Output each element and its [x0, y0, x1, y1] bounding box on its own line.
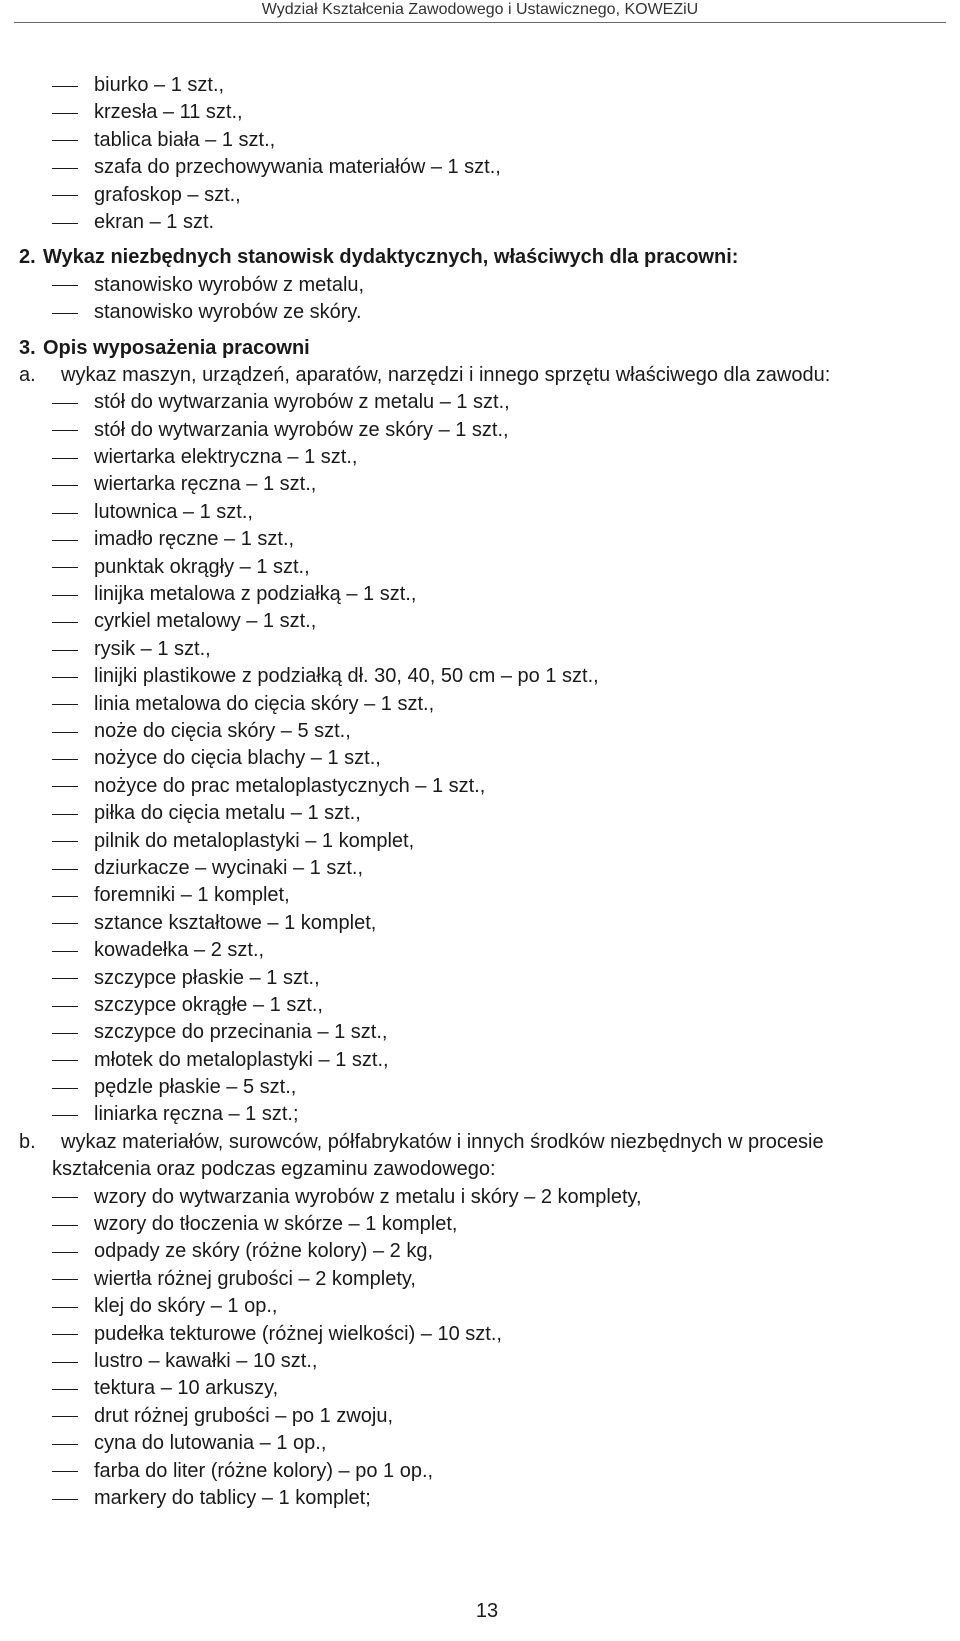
list-item [0, 663, 960, 690]
dash-bullet [52, 1197, 78, 1198]
dash-bullet [52, 458, 78, 459]
list-item [0, 910, 960, 937]
list-item [0, 937, 960, 964]
list-item [0, 773, 960, 800]
list-item-text: odpady ze skóry (różne kolory) – 2 kg, [94, 1240, 434, 1263]
spacer [0, 327, 960, 335]
list-item [0, 499, 960, 526]
list-item [0, 800, 960, 827]
list-item-text: wzory do wytwarzania wyrobów z metalu i skóry – 2 komplety, [94, 1185, 642, 1208]
part-text: wykaz materiałów, surowców, półfabrykatów i innych środków niezbędnych w procesie [61, 1130, 824, 1153]
list-item-text: linijki plastikowe z podziałką dł. 30, 40, 50 cm – po 1 szt., [94, 665, 599, 688]
dash-bullet [52, 814, 78, 815]
header-title: Wydział Kształcenia Zawodowego i Ustawicznego, KOWEZiU [261, 1, 699, 18]
list-item-text: noże do cięcia skóry – 5 szt., [94, 719, 351, 742]
dash-bullet [52, 732, 78, 733]
dash-bullet [52, 978, 78, 979]
dash-bullet [52, 113, 78, 114]
list-item-text: pudełka tekturowe (różnej wielkości) – 10 szt., [94, 1322, 502, 1345]
dash-bullet [52, 1060, 78, 1061]
list-item-text: grafoskop – szt., [94, 183, 241, 206]
dash-bullet [52, 1307, 78, 1308]
dash-bullet [52, 567, 78, 568]
dash-bullet [52, 869, 78, 870]
dash-bullet [52, 1389, 78, 1390]
list-item-text: piłka do cięcia metalu – 1 szt., [94, 802, 361, 825]
list-item-text: wzory do tłoczenia w skórze – 1 komplet, [94, 1213, 458, 1236]
dash-bullet [52, 1279, 78, 1280]
list-item-text: szafa do przechowywania materiałów – 1 szt., [94, 156, 501, 179]
list-item [0, 389, 960, 416]
dash-bullet [52, 841, 78, 842]
page-number-text: 13 [475, 1600, 499, 1622]
list-item [0, 882, 960, 909]
list-item [0, 828, 960, 855]
part-b-intro [0, 1129, 960, 1156]
list-item-text: pędzle płaskie – 5 szt., [94, 1076, 297, 1099]
list-item-text: markery do tablicy – 1 komplet; [94, 1486, 371, 1509]
dash-bullet [52, 1252, 78, 1253]
list-item [0, 1403, 960, 1430]
dash-bullet [52, 1471, 78, 1472]
dash-bullet [52, 403, 78, 404]
list-item [0, 1485, 960, 1512]
list-item-text: młotek do metaloplastyki – 1 szt., [94, 1048, 389, 1071]
dash-bullet [52, 650, 78, 651]
list-item-text: farba do liter (różne kolory) – po 1 op., [94, 1459, 434, 1482]
section-2-heading [0, 244, 960, 271]
dash-bullet [52, 513, 78, 514]
list-item-text: wiertarka elektryczna – 1 szt., [94, 446, 358, 469]
list-item [0, 1101, 960, 1128]
section-number: 2. [19, 246, 36, 269]
list-item-text: cyna do lutowania – 1 op., [94, 1432, 327, 1455]
list-item-text: kowadełka – 2 szt., [94, 939, 265, 962]
part-marker: b. [19, 1130, 36, 1153]
list-item [0, 526, 960, 553]
list-item-text: cyrkiel metalowy – 1 szt., [94, 610, 317, 633]
dash-bullet [52, 313, 78, 314]
list-item [0, 691, 960, 718]
list-item [0, 608, 960, 635]
dash-bullet [52, 485, 78, 486]
list-item-text: stanowisko wyrobów ze skóry. [94, 301, 362, 324]
list-item-text: dziurkacze – wycinaki – 1 szt., [94, 856, 363, 879]
list-item-text: lustro – kawałki – 10 szt., [94, 1349, 318, 1372]
list-item-text: liniarka ręczna – 1 szt.; [94, 1103, 299, 1126]
dash-bullet [52, 1416, 78, 1417]
list-item [0, 965, 960, 992]
part-b-intro-continued [0, 1156, 960, 1183]
list-item-text: linijka metalowa z podziałką – 1 szt., [94, 583, 417, 606]
dash-bullet [52, 1115, 78, 1116]
dash-bullet [52, 595, 78, 596]
materials-list [0, 1184, 960, 1513]
list-item-text: klej do skóry – 1 op., [94, 1295, 278, 1318]
dash-bullet [52, 1006, 78, 1007]
section-number: 3. [19, 336, 36, 359]
list-item [0, 636, 960, 663]
list-item [0, 1321, 960, 1348]
list-item [0, 1047, 960, 1074]
list-item [0, 581, 960, 608]
list-item-text: foremniki – 1 komplet, [94, 884, 290, 907]
list-item [0, 554, 960, 581]
list-item-text: wiertła różnej grubości – 2 komplety, [94, 1267, 416, 1290]
list-item [0, 1184, 960, 1211]
list-item [0, 1211, 960, 1238]
list-item-text: szczypce do przecinania – 1 szt., [94, 1021, 388, 1044]
section-title: Wykaz niezbędnych stanowisk dydaktycznych, właściwych dla pracowni: [43, 246, 739, 269]
list-item-text: stół do wytwarzania wyrobów z metalu – 1 szt., [94, 391, 510, 414]
list-item-text: nożyce do cięcia blachy – 1 szt., [94, 747, 381, 770]
dash-bullet [52, 430, 78, 431]
list-item [0, 99, 960, 126]
page-header [0, 0, 960, 30]
dash-bullet [52, 223, 78, 224]
list-item [0, 1375, 960, 1402]
list-item [0, 272, 960, 299]
list-item-text: rysik – 1 szt., [94, 637, 211, 660]
dash-bullet [52, 195, 78, 196]
list-item-text: stanowisko wyrobów z metalu, [94, 273, 365, 296]
section-3-heading [0, 335, 960, 362]
list-item [0, 1458, 960, 1485]
list-item [0, 127, 960, 154]
list-item [0, 72, 960, 99]
list-item-text: stół do wytwarzania wyrobów ze skóry – 1 szt., [94, 418, 509, 441]
list-item-text: linia metalowa do cięcia skóry – 1 szt., [94, 692, 435, 715]
part-a-intro [0, 362, 960, 389]
dash-bullet [52, 704, 78, 705]
dash-bullet [52, 677, 78, 678]
stations-list [0, 272, 960, 327]
dash-bullet [52, 1499, 78, 1500]
list-item [0, 444, 960, 471]
list-item-text: drut różnej grubości – po 1 zwoju, [94, 1404, 394, 1427]
list-item-text: szczypce okrągłe – 1 szt., [94, 993, 323, 1016]
list-item [0, 471, 960, 498]
dash-bullet [52, 1225, 78, 1226]
dash-bullet [52, 1334, 78, 1335]
list-item [0, 745, 960, 772]
dash-bullet [52, 1033, 78, 1034]
dash-bullet [52, 1444, 78, 1445]
list-item [0, 299, 960, 326]
dash-bullet [52, 896, 78, 897]
list-item-text: krzesła – 11 szt., [94, 101, 243, 124]
dash-bullet [52, 1088, 78, 1089]
dash-bullet [52, 1362, 78, 1363]
list-item-text: szczypce płaskie – 1 szt., [94, 966, 320, 989]
dash-bullet [52, 285, 78, 286]
dash-bullet [52, 923, 78, 924]
header-rule [14, 22, 946, 23]
dash-bullet [52, 140, 78, 141]
list-item [0, 182, 960, 209]
section-title: Opis wyposażenia pracowni [43, 336, 310, 359]
list-item-text: imadło ręczne – 1 szt., [94, 528, 295, 551]
list-item [0, 1293, 960, 1320]
list-item [0, 1430, 960, 1457]
list-item [0, 1266, 960, 1293]
dash-bullet [52, 540, 78, 541]
equipment-list-top [0, 72, 960, 236]
list-item [0, 855, 960, 882]
list-item [0, 1074, 960, 1101]
list-item-text: nożyce do prac metaloplastycznych – 1 szt., [94, 774, 486, 797]
list-item-text: tablica biała – 1 szt., [94, 128, 276, 151]
machines-list [0, 389, 960, 1129]
dash-bullet [52, 168, 78, 169]
list-item [0, 1348, 960, 1375]
part-text: kształcenia oraz podczas egzaminu zawodowego: [52, 1158, 496, 1181]
list-item-text: punktak okrągły – 1 szt., [94, 555, 310, 578]
part-text: wykaz maszyn, urządzeń, aparatów, narzędzi i innego sprzętu właściwego dla zawodu: [61, 363, 831, 386]
list-item-text: lutownica – 1 szt., [94, 500, 253, 523]
list-item-text: ekran – 1 szt. [94, 210, 215, 233]
list-item-text: sztance kształtowe – 1 komplet, [94, 911, 377, 934]
dash-bullet [52, 759, 78, 760]
list-item [0, 417, 960, 444]
list-item [0, 154, 960, 181]
dash-bullet [52, 86, 78, 87]
list-item-text: biurko – 1 szt., [94, 74, 225, 96]
document-content [0, 72, 960, 1512]
list-item [0, 992, 960, 1019]
spacer [0, 236, 960, 244]
list-item [0, 1019, 960, 1046]
list-item [0, 718, 960, 745]
part-marker: a. [19, 363, 36, 386]
dash-bullet [52, 786, 78, 787]
list-item-text: wiertarka ręczna – 1 szt., [94, 473, 317, 496]
list-item-text: pilnik do metaloplastyki – 1 komplet, [94, 829, 415, 852]
page-number [0, 1600, 960, 1623]
dash-bullet [52, 951, 78, 952]
list-item [0, 1238, 960, 1265]
dash-bullet [52, 622, 78, 623]
list-item-text: tektura – 10 arkuszy, [94, 1377, 279, 1400]
list-item [0, 209, 960, 236]
